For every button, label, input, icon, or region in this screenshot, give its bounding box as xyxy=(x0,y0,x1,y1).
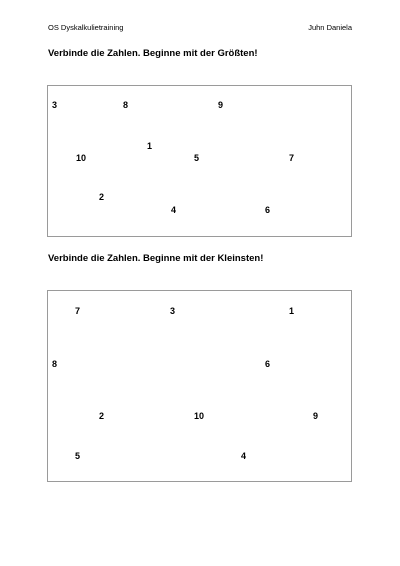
task-1-number: 1 xyxy=(147,141,153,151)
header-course-name: OS Dyskalkulietraining xyxy=(48,23,124,32)
task-2-number: 6 xyxy=(265,359,271,369)
task-2-title: Verbinde die Zahlen. Beginne mit der Kleinsten! xyxy=(48,253,264,264)
task-2-number: 3 xyxy=(170,306,176,316)
task-1-number: 2 xyxy=(99,192,105,202)
task-1-title: Verbinde die Zahlen. Beginne mit der Größten! xyxy=(48,48,258,59)
task-2-number: 4 xyxy=(241,451,247,461)
task-1-box xyxy=(47,85,352,237)
task-2-number: 8 xyxy=(52,359,58,369)
task-1-number: 4 xyxy=(171,205,177,215)
task-1-number: 3 xyxy=(52,100,58,110)
task-1-number: 5 xyxy=(194,153,200,163)
task-2-number: 10 xyxy=(194,411,205,421)
task-1-number: 8 xyxy=(123,100,129,110)
task-2-number: 2 xyxy=(99,411,105,421)
task-1-number: 6 xyxy=(265,205,271,215)
task-2-number: 7 xyxy=(75,306,81,316)
task-1-number: 7 xyxy=(289,153,295,163)
header-author-name: Juhn Daniela xyxy=(308,23,352,32)
task-2-number: 9 xyxy=(313,411,319,421)
task-1-number: 9 xyxy=(218,100,224,110)
task-2-box xyxy=(47,290,352,482)
task-2-number: 1 xyxy=(289,306,295,316)
task-1-number: 10 xyxy=(76,153,87,163)
task-2-number: 5 xyxy=(75,451,81,461)
